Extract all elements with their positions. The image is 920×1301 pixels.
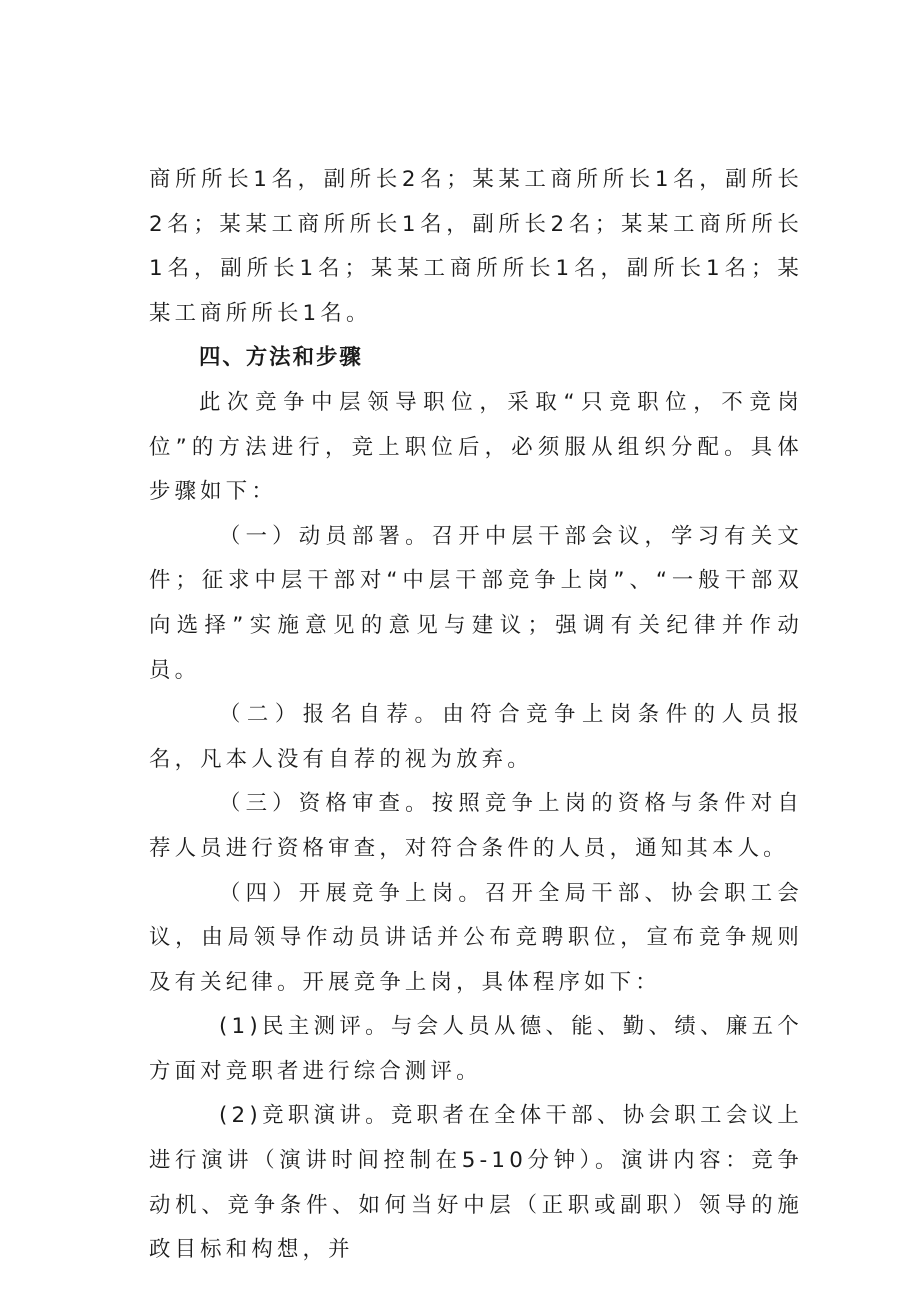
step-2-paragraph: （二）报名自荐。由符合竞争上岗条件的人员报名，凡本人没有自荐的视为放弃。 bbox=[149, 702, 803, 772]
step-1-paragraph: （一）动员部署。召开中层干部会议，学习有关文件；征求中层干部对“中层干部竞争上岗”、“一般干部双向选择”实施意见的意见与建议；强调有关纪律并作动员。 bbox=[149, 523, 803, 683]
section-heading: 四、方法和步骤 bbox=[199, 345, 363, 371]
step-4-paragraph: （四）开展竞争上岗。召开全局干部、协会职工会议，由局领导作动员讲话并公布竞聘职位，宣布竞争规则及有关纪律。开展竞争上岗，具体程序如下： bbox=[149, 880, 803, 995]
step-3-paragraph: （三）资格审查。按照竞争上岗的资格与条件对自荐人员进行资格审查，对符合条件的人员，通知其本人。 bbox=[149, 791, 803, 861]
continuation-paragraph: 商所所长1名，副所长2名；某某工商所所长1名，副所长2名；某某工商所所长1名，副所长2名；某某工商所所长1名，副所长1名；某某工商所所长1名，副所长1名；某某工商所所长1名。 bbox=[149, 167, 803, 326]
document-page bbox=[149, 158, 803, 1273]
intro-paragraph: 此次竞争中层领导职位，采取“只竞职位，不竞岗位”的方法进行，竞上职位后，必须服从组织分配。具体步骤如下： bbox=[149, 389, 803, 505]
sub-step-1-paragraph: (1)民主测评。与会人员从德、能、勤、绩、廉五个方面对竞职者进行综合测评。 bbox=[149, 1014, 803, 1084]
sub-step-2-paragraph: (2)竞职演讲。竞职者在全体干部、协会职工会议上进行演讲（演讲时间控制在5-10分钟）。演讲内容：竞争动机、竞争条件、如何当好中层（正职或副职）领导的施政目标和构想，并 bbox=[149, 1103, 803, 1263]
